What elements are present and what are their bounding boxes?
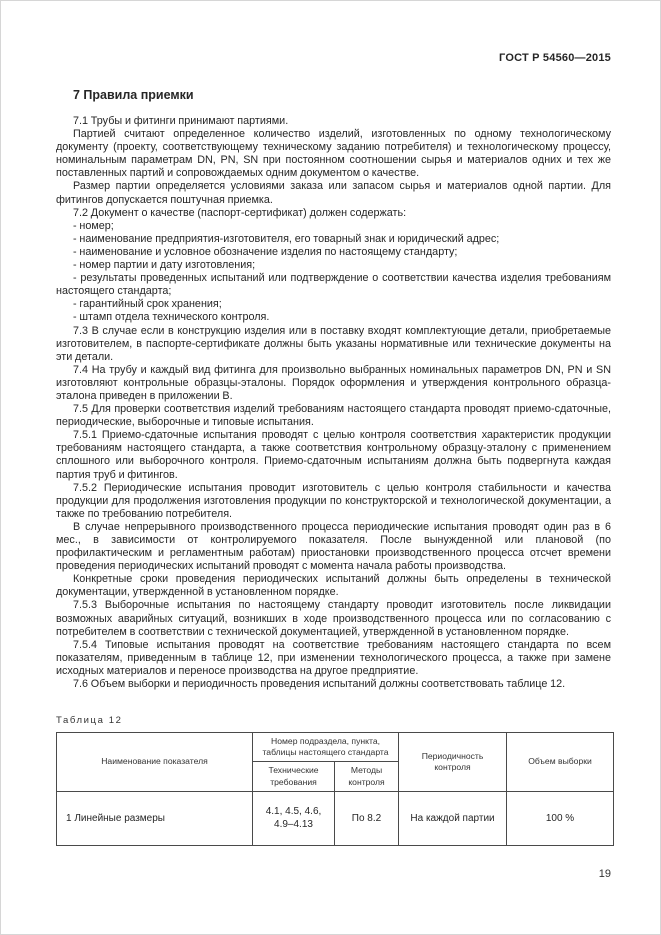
para-periodic-continuous: В случае непрерывного производственного процесса периодические испытания проводят один раз в 6 мес., в зависимости от контролируемого показателя. После вынужденной или плановой (по профилактическим и регламентным работам) приостановки производственного процесса отсчет времени проведения периодических испытаний проводят с момента начала работы производства. (56, 520, 611, 573)
table-12-header (57, 733, 614, 792)
clause-7-5: 7.5 Для проверки соответствия изделий требованиям настоящего стандарта проводят приемо-сдаточные, периодические, выборочные и типовые испытания. (56, 403, 611, 429)
clause-7-2-item-6: - гарантийный срок хранения; (73, 298, 222, 311)
page-number: 19 (598, 868, 611, 880)
cell-control-methods: По 8.2 (335, 791, 399, 845)
clause-7-4: 7.4 На трубу и каждый вид фитинга для произвольно выбранных номинальных параметров DN, PN и SN изготовляют контрольные образцы-эталоны. Порядок оформления и утверждения контрольного образца-эталона приведен в приложении В. (56, 363, 611, 402)
section-title: 7 Правила приемки (73, 88, 194, 102)
clause-7-5-3: 7.5.3 Выборочные испытания по настоящему стандарту проводит изготовитель после ликвидации возможных аварийных ситуаций, возникших в ходе производственного процесса или по согласованию с потребителем в соответствии с технической документацией, утвержденной в установленном порядке. (56, 599, 611, 638)
cell-tech-requirements: 4.1, 4.5, 4.6, 4.9–4.13 (253, 791, 335, 845)
clause-7-2-item-2: - наименование предприятия-изготовителя, его товарный знак и юридический адрес; (73, 232, 500, 245)
cell-periodicity: На каждой партии (399, 791, 507, 845)
col-header-indicator: Наименование показателя (57, 733, 253, 792)
para-periodic-terms: Конкретные сроки проведения периодических испытаний должны быть определены в технической документации, утвержденной в установленном порядке. (56, 573, 611, 599)
table-caption: Таблица 12 (56, 715, 123, 727)
para-batch-definition: Партией считают определенное количество изделий, изготовленных по одному технологическому документу (проекту, соответствующему техническому заданию потребителя) и технологическому процессу, номинальным параметрам DN, PN, SN при постоянном соотношении сырья и материалов одних и тех же поставленных партий и сопровождаемых одним документом о качестве. (56, 128, 611, 180)
clause-7-3: 7.3 В случае если в конструкцию изделия или в поставку входят комплектующие детали, приобретаемые изготовителем, в паспорте-сертификате должны быть указаны нормативные или технические документы на эти детали. (56, 324, 611, 363)
clause-7-5-1: 7.5.1 Приемо-сдаточные испытания проводят с целью контроля соответствия характеристик продукции требованиям настоящего стандарта, а также соответствия контрольному образцу-эталону с применением сплошного или выборочного контроля. Приемо-сдаточным испытаниям должна быть подвергнута каждая партия труб и фитингов. (56, 429, 611, 481)
para-batch-size: Размер партии определяется условиями заказа или запасом сырья и материалов одной партии. Для фитингов допускается поштучная приемка. (56, 180, 611, 206)
clause-7-5-2: 7.5.2 Периодические испытания проводит изготовитель с целью контроля стабильности и качества продукции для продолжения изготовления продукции по конструкторской и технологической документации, а также по требованию потребителя. (56, 481, 611, 520)
clause-7-1: 7.1 Трубы и фитинги принимают партиями. (73, 115, 289, 127)
col-header-standard-number-group: Номер подраздела, пункта, таблицы настоящего стандарта (253, 733, 399, 762)
clause-7-2: 7.2 Документ о качестве (паспорт-сертификат) должен содержать: (73, 206, 407, 219)
cell-sample-volume: 100 % (507, 791, 614, 845)
clause-7-2-item-3: - наименование и условное обозначение изделия по настоящему стандарту; (73, 245, 458, 258)
col-header-tech-requirements: Технические требования (253, 762, 335, 791)
table-12 (56, 732, 614, 846)
col-header-sample-volume: Объем выборки (507, 733, 614, 792)
doc-code: ГОСТ Р 54560—2015 (499, 52, 611, 64)
table-row (57, 791, 614, 845)
clause-7-2-item-7: - штамп отдела технического контроля. (73, 311, 270, 324)
clause-7-2-item-4: - номер партии и дату изготовления; (73, 259, 256, 272)
col-header-control-methods: Методы контроля (335, 762, 399, 791)
cell-indicator: 1 Линейные размеры (57, 791, 253, 845)
col-header-periodicity: Периодичность контроля (399, 733, 507, 792)
clause-7-2-item-1: - номер; (73, 219, 114, 232)
clause-7-6: 7.6 Объем выборки и периодичность проведения испытаний должны соответствовать таблице 12. (73, 678, 566, 691)
clause-7-2-item-5: - результаты проведенных испытаний или подтверждение о соответствии качества изделия требованиям настоящего стандарта; (56, 272, 611, 298)
content-area (56, 88, 611, 846)
clause-7-5-4: 7.5.4 Типовые испытания проводят на соответствие требованиям настоящего стандарта по всем показателям, приведенным в таблице 12, при изменении технологического процесса, а также при замене исходных материалов и переносе производства на другое предприятие. (56, 638, 611, 677)
